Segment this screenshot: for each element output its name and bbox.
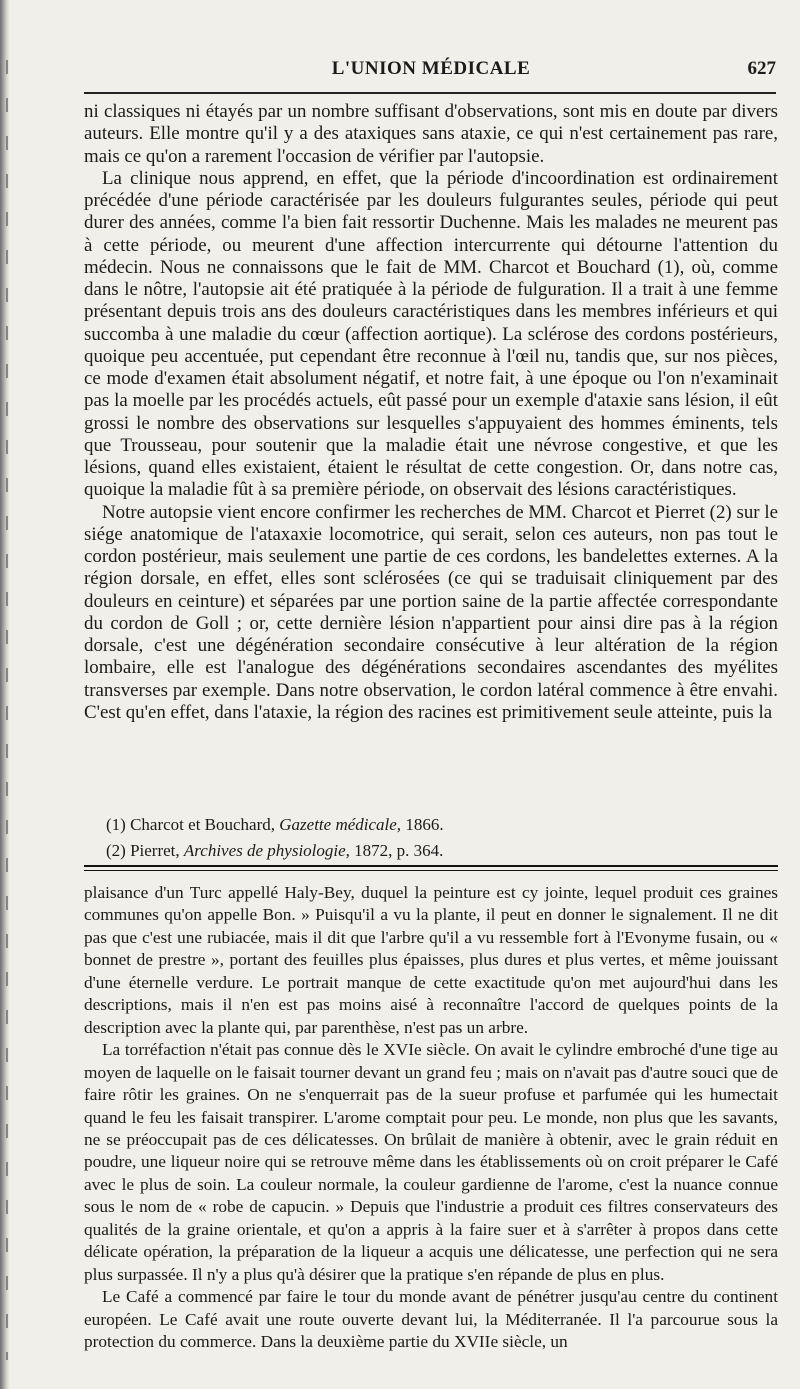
article-body bbox=[84, 101, 778, 724]
footnotes bbox=[84, 812, 778, 864]
paragraph: La torréfaction n'était pas connue dès le XVIe siècle. On avait le cylindre embroché d'une tige au moyen de laquelle on le faisait tourner devant un grand feu ; mais on n'avait pas d'autre souci que de faire rôtir les graines. On ne s'enquerrait pas de la sueur profuse et parfumée qui les humectait quand le feu les faisait transpirer. L'arome comptait pour peu. Le monde, non plus que les savants, ne se préoccupait pas de ces délicatesses. On brûlait de manière à obtenir, avec le grain réduit en poudre, une liqueur noire qui se retrouve même dans les établissements où on croit préparer le Café avec le plus de soin. La couleur normale, la couleur gardienne de l'arome, c'est la nuance connue sous le nom de « robe de capucin. » Depuis que l'industrie a produit ces filtres conservateurs des qualités de la graine orientale, et qu'on a appris à la faire suer et à s'arrêter à propos dans cette délicate opération, la préparation de la liqueur a acquis une délicatesse, une perfection qui ne sera plus surpassée. Il n'y a plus qu'à désirer que la pratique s'en répande de plus en plus. bbox=[84, 1040, 778, 1284]
running-title: L'UNION MÉDICALE bbox=[331, 58, 531, 79]
paragraph: Le Café a commencé par faire le tour du monde avant de pénétrer jusqu'au centre du continent européen. Le Café avait une route ouverte devant lui, la Méditerranée. Il l'a parcourue sous la protection du commerce. Dans la deuxième partie du XVIIe siècle, un bbox=[84, 1287, 778, 1352]
feuilleton-body bbox=[84, 882, 778, 1354]
feuilleton-divider bbox=[84, 865, 778, 871]
footnote-source: Gazette médicale, bbox=[279, 815, 402, 834]
footnote bbox=[106, 838, 778, 864]
footnote-details: 1872, p. 364. bbox=[354, 841, 444, 860]
footnote-details: 1866. bbox=[405, 815, 444, 834]
footnote-source: Archives de physiologie, bbox=[183, 841, 350, 860]
binding-shadow bbox=[0, 0, 10, 1389]
binding-edge-marks bbox=[6, 60, 8, 1360]
footnote bbox=[106, 812, 778, 838]
header-rule bbox=[84, 92, 776, 94]
footnote-authors: Charcot et Bouchard, bbox=[130, 815, 276, 834]
paragraph: plaisance d'un Turc appellé Haly-Bey, duquel la peinture est cy jointe, lequel produit ces graines communes qu'on appelle Bon. » Puisqu'il a vu la plante, il peut en donner le signalement. Il ne dit pas que c'est une rubiacée, mais il dit que l'arbre qu'il a vu ressemble fort à l'Evonyme fusain, ou « bonnet de prestre », portant des feuilles plus épaisses, plus dures et plus vertes, et même jouissant d'une éternelle verdure. Le portrait manque de cette exactitude qu'on met aujourd'hui dans les descriptions, mais il n'en est pas moins aisé à reconnaître l'accord de quelques points de la description avec la plante qui, par parenthèse, n'est pas un arbre. bbox=[84, 883, 778, 1037]
paragraph: Notre autopsie vient encore confirmer les recherches de MM. Charcot et Pierret (2) sur le siége anatomique de l'ataxaxie locomotrice, qui serait, selon ces auteurs, non pas tout le cordon postérieur, mais seulement une partie de ces cordons, les bandelettes externes. A la région dorsale, en effet, elles sont sclérosées (ce qui se traduisait cliniquement par des douleurs en ceinture) et séparées par une portion saine de la partie affectée correspondante du cordon de Goll ; or, cette dernière lésion n'appartient pour ainsi dire pas à la région dorsale, c'est une dégénération secondaire consécutive à leur altération de la région lombaire, elle est l'analogue des dégénérations secondaires ascendantes des myélites transverses par exemple. Dans notre observation, le cordon latéral commence à être envahi. C'est qu'en effet, dans l'ataxie, la région des racines est primitivement seule atteinte, puis la bbox=[84, 501, 778, 723]
paragraph: ni classiques ni étayés par un nombre suffisant d'observations, sont mis en doute par divers auteurs. Elle montre qu'il y a des ataxiques sans ataxie, ce qui n'est certainement pas rare, mais ce qu'on a rarement l'occasion de vérifier par l'autopsie. bbox=[84, 101, 778, 167]
page-number: 627 bbox=[747, 58, 776, 79]
footnote-authors: Pierret, bbox=[130, 841, 180, 860]
paragraph: La clinique nous apprend, en effet, que la période d'incoordination est ordinairement précédée d'une période caractérisée par les douleurs fulgurantes seules, période qui peut durer des années, comme l'a bien fait ressortir Duchenne. Mais les malades ne meurent pas à cette période, ou meurent d'une affection intercurrente qui détourne l'attention du médecin. Nous ne connaissons que le fait de MM. Charcot et Bouchard (1), où, comme dans le nôtre, l'autopsie ait été pratiquée à la période de fulguration. Il a trait à une femme présentant depuis trois ans des douleurs caractéristiques dans les membres inférieurs et qui succomba à une maladie du cœur (affection aortique). La sclérose des cordons postérieurs, quoique peu accentuée, put cependant être reconnue à l'œil nu, tandis que, sur nos pièces, ce mode d'examen était absolument négatif, et notre fait, à une époque ou l'on n'examinait pas la moelle par les procédés actuels, eût passé pour un exemple d'ataxie sans lésion, il eût grossi le nombre des observations sur lesquelles s'appuyaient des hommes éminents, tels que Trousseau, pour soutenir que la maladie était une névrose congestive, et que les lésions, quand elles existaient, étaient le résultat de cette congestion. Or, dans notre cas, quoique la maladie fût à sa première période, on observait des lésions caractéristiques. bbox=[84, 167, 778, 501]
footnote-marker: (2) bbox=[106, 841, 126, 860]
footnote-marker: (1) bbox=[106, 815, 126, 834]
page-header bbox=[84, 58, 778, 84]
